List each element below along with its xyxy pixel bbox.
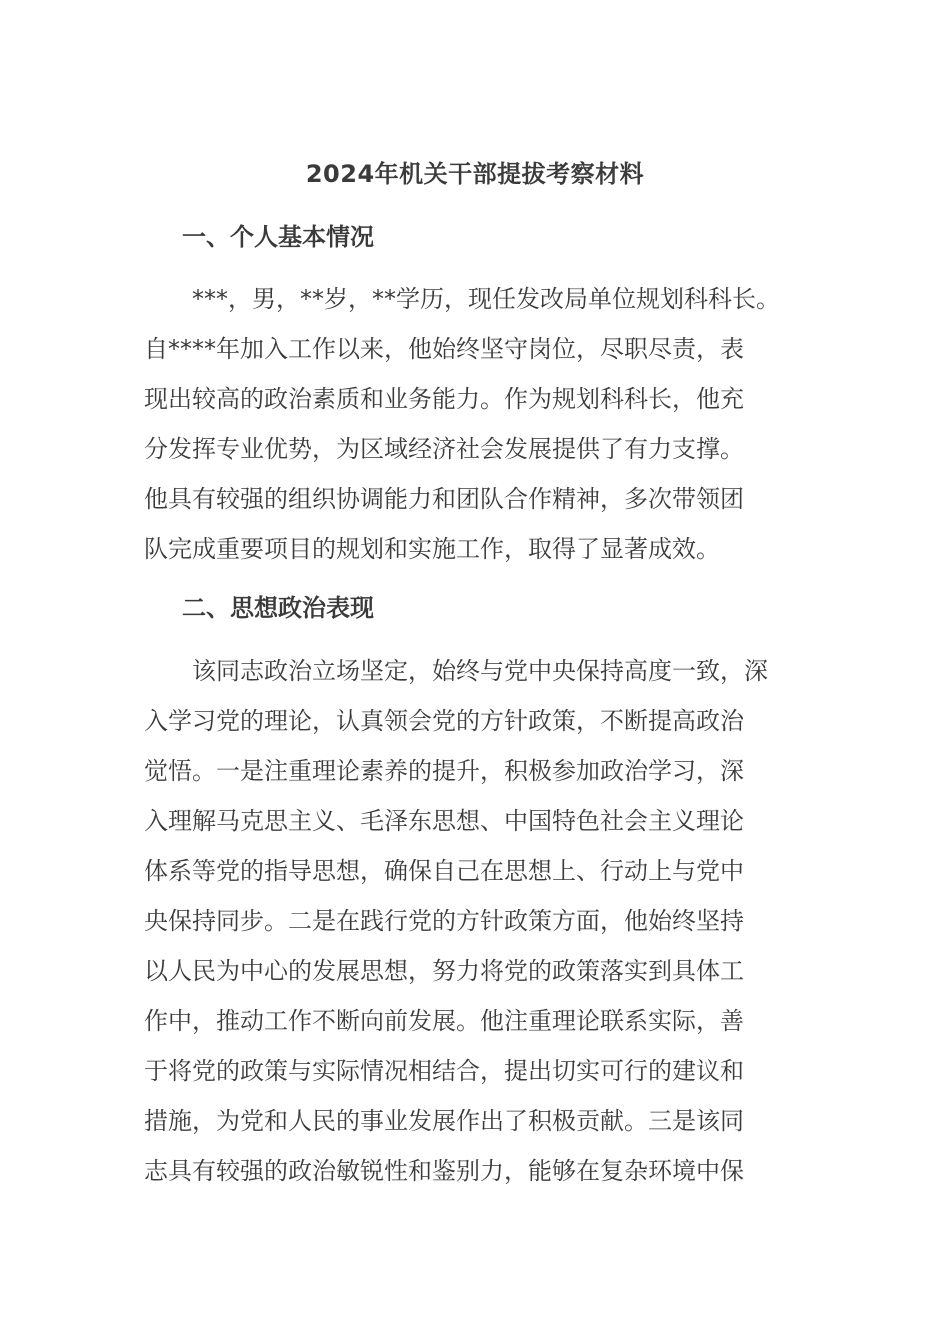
section-body-political bbox=[144, 646, 824, 1196]
paragraph-line: 于将党的政策与实际情况相结合，提出切实可行的建议和 bbox=[144, 1057, 744, 1085]
paragraph-line: 措施，为党和人民的事业发展作出了积极贡献。三是该同 bbox=[144, 1107, 744, 1135]
paragraph-line: 央保持同步。二是在践行党的方针政策方面，他始终坚持 bbox=[144, 907, 744, 935]
paragraph-line: 体系等党的指导思想，确保自己在思想上、行动上与党中 bbox=[144, 857, 744, 885]
document-title: 2024年机关干部提拔考察材料 bbox=[305, 160, 645, 188]
paragraph-line: 作中，推动工作不断向前发展。他注重理论联系实际，善 bbox=[144, 1007, 744, 1035]
paragraph-line: 入理解马克思主义、毛泽东思想、中国特色社会主义理论 bbox=[144, 807, 744, 835]
paragraph-line: 分发挥专业优势，为区域经济社会发展提供了有力支撑。 bbox=[144, 435, 744, 463]
paragraph-line: 他具有较强的组织协调能力和团队合作精神，多次带领团 bbox=[144, 485, 744, 513]
paragraph-line: 觉悟。一是注重理论素养的提升，积极参加政治学习，深 bbox=[144, 757, 744, 785]
paragraph-line: 队完成重要项目的规划和实施工作，取得了显著成效。 bbox=[144, 535, 720, 563]
paragraph-line: 志具有较强的政治敏锐性和鉴别力，能够在复杂环境中保 bbox=[144, 1157, 744, 1185]
section-heading-basic-info: 一、个人基本情况 bbox=[182, 223, 374, 251]
paragraph-line: ***，男，**岁，**学历，现任发改局单位规划科科长。 bbox=[144, 285, 780, 313]
paragraph-line: 现出较高的政治素质和业务能力。作为规划科科长，他充 bbox=[144, 385, 744, 413]
paragraph-line: 以人民为中心的发展思想，努力将党的政策落实到具体工 bbox=[144, 957, 744, 985]
paragraph-line: 该同志政治立场坚定，始终与党中央保持高度一致，深 bbox=[144, 657, 768, 685]
paragraph-line: 自****年加入工作以来，他始终坚守岗位，尽职尽责，表 bbox=[144, 335, 744, 363]
paragraph-line: 入学习党的理论，认真领会党的方针政策，不断提高政治 bbox=[144, 707, 744, 735]
section-heading-political: 二、思想政治表现 bbox=[182, 594, 374, 622]
section-body-basic-info bbox=[144, 274, 824, 574]
